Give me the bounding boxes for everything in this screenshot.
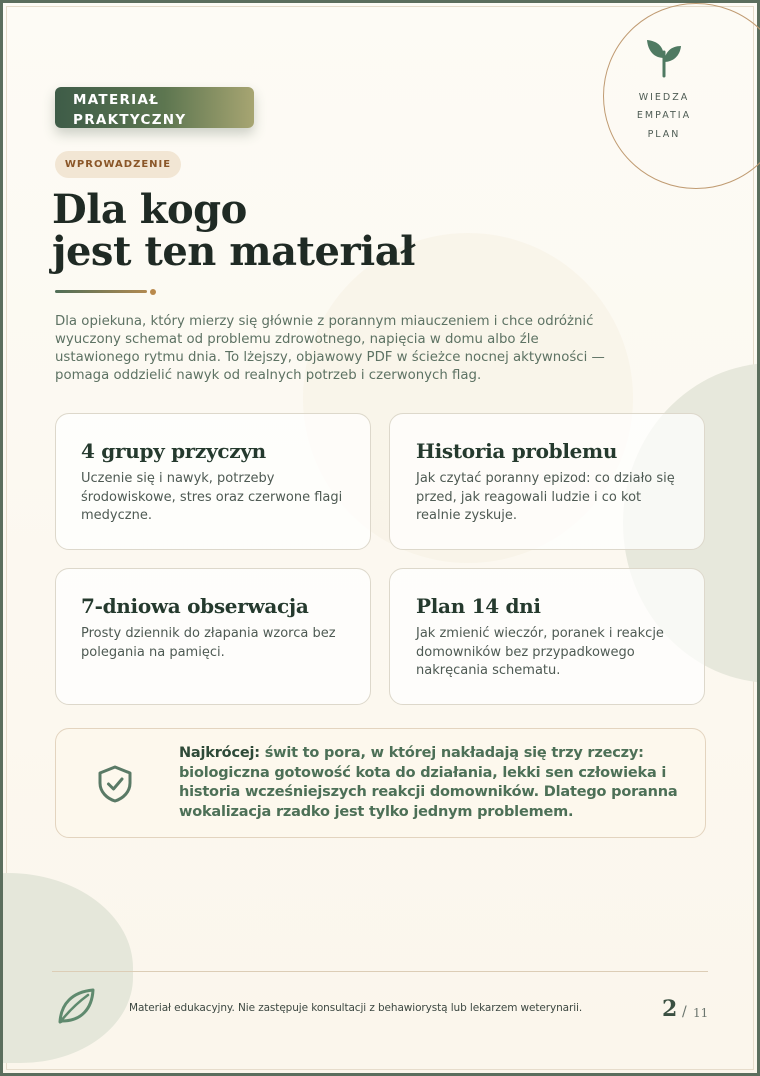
callout-text <box>179 744 694 823</box>
card-title: 7-dniowa obserwacja <box>81 594 309 618</box>
category-tag-line: PRAKTYCZNY <box>73 112 187 128</box>
title-underline-dot <box>150 289 156 295</box>
intro-paragraph: Dla opiekuna, który mierzy się głównie z porannym miauczeniem i chce odróżnić wyuczony schemat od problemu zdrowotnego, napięcia w domu albo źle ustawionego rytmu dnia. To lżejszy, objawowy PDF w ścieżce nocnej aktywności — pomaga oddzielić nawyk od realnych potrzeb i czerwonych flag. <box>55 314 605 383</box>
callout-lead: Najkrócej: <box>179 745 260 761</box>
card-text: Prosty dziennik do złapania wzorca bez polegania na pamięci. <box>81 626 336 660</box>
brand-word: PLAN <box>647 129 681 140</box>
card-text: Jak czytać poranny epizod: co działo się przed, jak reagowali ludzie i co kot realnie zyskuje. <box>416 471 675 523</box>
feature-card <box>55 568 371 705</box>
category-tag <box>55 87 254 128</box>
title-underline <box>55 290 147 293</box>
category-tag-line: MATERIAŁ <box>73 92 160 108</box>
page-title <box>52 186 416 275</box>
section-pill: WPROWADZENIE <box>55 151 181 178</box>
page-title-line: Dla kogo <box>52 186 247 233</box>
page-number-total: 11 <box>693 1006 709 1020</box>
card-text: Uczenie się i nawyk, potrzeby środowiskowe, stres oraz czerwone flagi medyczne. <box>81 471 343 523</box>
footer-divider <box>52 971 708 972</box>
shield-check-icon <box>96 764 134 804</box>
feature-card <box>389 568 705 705</box>
page-title-line: jest ten materiał <box>52 228 416 275</box>
footer-disclaimer: Materiał edukacyjny. Nie zastępuje konsultacji z behawiorystą lub lekarzem weterynarii. <box>129 1002 583 1014</box>
brand-word: EMPATIA <box>636 110 692 121</box>
background-shape <box>0 873 133 1063</box>
sprout-icon <box>645 36 683 78</box>
brand-word: WIEDZA <box>638 92 690 103</box>
page-number-separator: / <box>682 1004 687 1020</box>
feature-card <box>389 413 705 550</box>
leaf-icon <box>56 987 96 1025</box>
feature-card <box>55 413 371 550</box>
callout-body: świt to pora, w której nakładają się trzy rzeczy: biologiczna gotowość kota do działania, lekki sen człowieka i historia wcześniejszych reakcji domowników. Dlatego poranna wokalizacja rzadko jest tylko jednym problemem. <box>179 745 678 821</box>
card-title: 4 grupy przyczyn <box>81 439 266 463</box>
card-title: Plan 14 dni <box>416 594 541 618</box>
card-title: Historia problemu <box>416 439 618 463</box>
card-text: Jak zmienić wieczór, poranek i reakcje domowników bez przypadkowego nakręcania schematu. <box>416 626 664 678</box>
page-number-current: 2 <box>662 996 678 1022</box>
